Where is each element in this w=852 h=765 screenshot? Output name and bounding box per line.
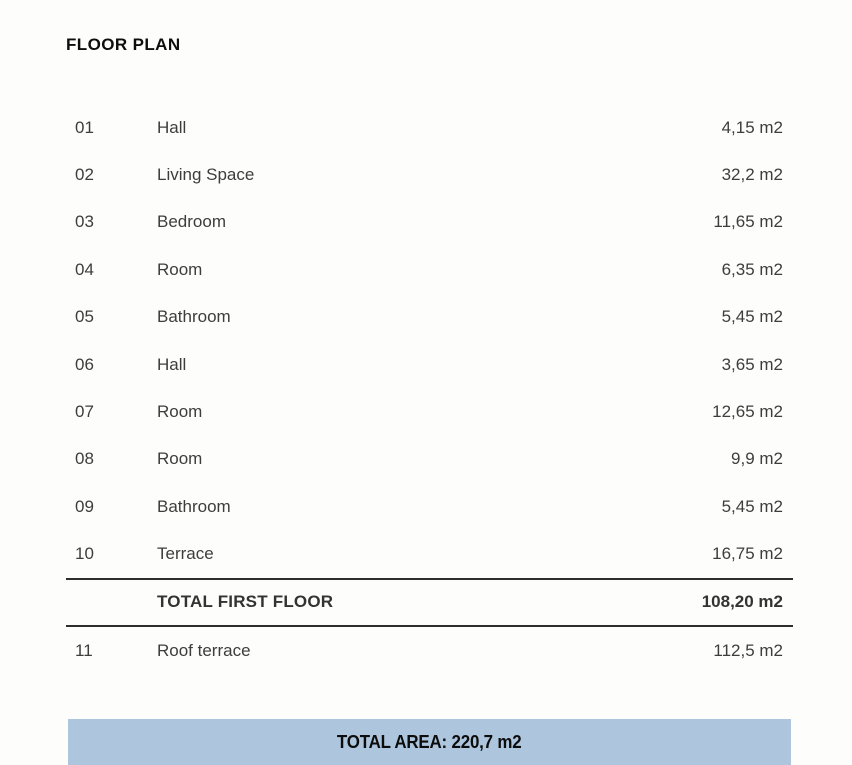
row-name: Room	[157, 402, 203, 422]
row-number: 02	[75, 165, 94, 185]
row-number: 06	[75, 354, 94, 374]
floor-plan-table	[66, 104, 793, 578]
row-number: 03	[75, 212, 94, 232]
row-name: Terrace	[157, 544, 214, 564]
total-area-banner	[68, 719, 791, 765]
table-row	[66, 151, 793, 198]
row-number: 04	[75, 259, 94, 279]
row-area: 3,65 m2	[721, 354, 783, 374]
row-name: Bathroom	[157, 496, 231, 516]
page-title: FLOOR PLAN	[66, 35, 181, 54]
floor-plan-content	[66, 0, 793, 676]
row-name: Bathroom	[157, 307, 231, 327]
row-area: 4,15 m2	[721, 117, 783, 137]
row-number: 05	[75, 307, 94, 327]
row-area: 32,2 m2	[721, 165, 783, 185]
row-name: Room	[157, 449, 203, 469]
row-name: Bedroom	[157, 212, 226, 232]
row-area: 9,9 m2	[731, 449, 783, 469]
row-area: 5,45 m2	[721, 496, 783, 516]
row-name: Roof terrace	[157, 641, 251, 661]
row-area: 112,5 m2	[713, 641, 783, 661]
row-name: Hall	[157, 354, 187, 374]
table-row	[66, 246, 793, 293]
row-number: 07	[75, 402, 94, 422]
roof-terrace-row	[66, 627, 793, 676]
subtotal-row	[66, 578, 793, 627]
total-area-label: TOTAL AREA: 220,7 m2	[337, 731, 522, 752]
row-name: Hall	[157, 117, 187, 137]
table-row	[66, 388, 793, 435]
row-number: 09	[75, 496, 94, 516]
row-area: 6,35 m2	[721, 259, 783, 279]
table-row	[66, 199, 793, 246]
row-area: 5,45 m2	[721, 307, 783, 327]
subtotal-area: 108,20 m2	[701, 592, 783, 612]
row-area: 16,75 m2	[712, 544, 783, 564]
row-number: 08	[75, 449, 94, 469]
table-row	[66, 341, 793, 388]
row-area: 12,65 m2	[712, 402, 783, 422]
table-row	[66, 483, 793, 530]
subtotal-label: TOTAL FIRST FLOOR	[157, 592, 334, 612]
table-row	[66, 436, 793, 483]
table-row	[66, 531, 793, 578]
row-name: Living Space	[157, 165, 255, 185]
row-name: Room	[157, 259, 203, 279]
table-row	[66, 294, 793, 341]
row-number: 10	[75, 544, 94, 564]
row-area: 11,65 m2	[713, 212, 783, 232]
row-number: 01	[75, 117, 94, 137]
row-number: 11	[75, 641, 93, 661]
table-row	[66, 104, 793, 151]
